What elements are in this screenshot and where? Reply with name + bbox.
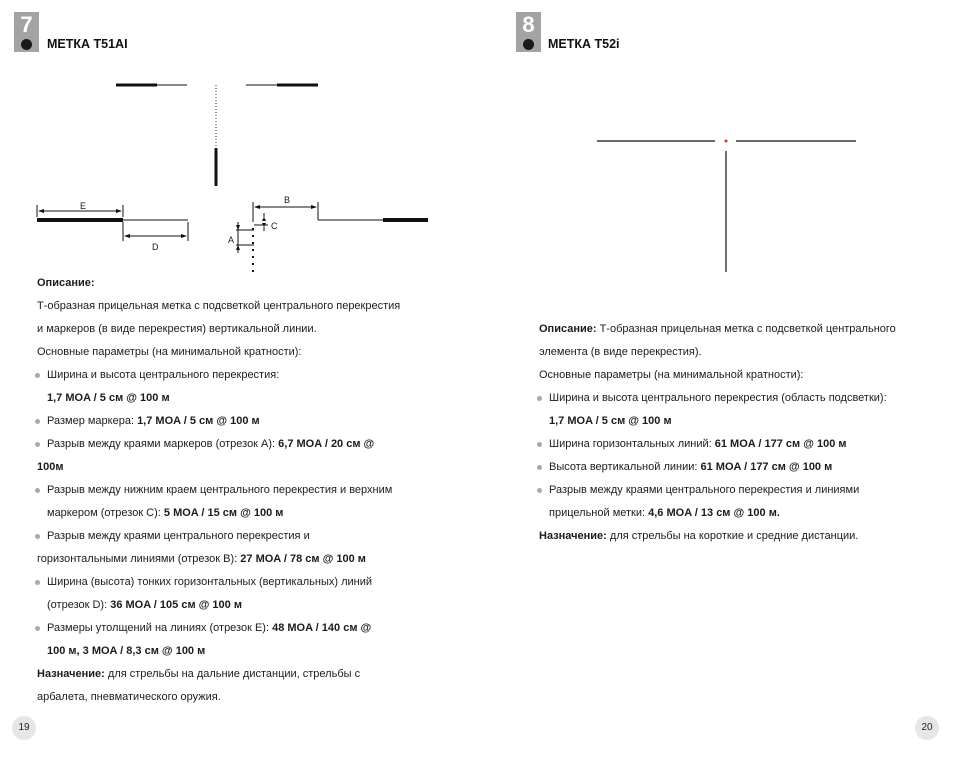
description-line: Описание: Т-образная прицельная метка с подсветкой центрального: [539, 323, 896, 335]
bullet: [537, 488, 542, 493]
param-item-continued: прицельной метки: 4,6 MOA / 13 см @ 100 м.: [549, 507, 780, 519]
param-item: Размеры утолщений на линиях (отрезок Е): 48 MOA / 140 см @: [47, 622, 372, 634]
bullet: [35, 442, 40, 447]
description-heading: Описание:: [37, 277, 95, 289]
param-value: 1,7 MOA / 5 см @ 100 м: [47, 392, 170, 404]
section-title: МЕТКА T51AI: [47, 37, 128, 51]
dim-label-c: C: [271, 221, 278, 231]
bullet: [35, 373, 40, 378]
reticle-t52i-diagram: [560, 120, 880, 290]
param-item-continued: горизонтальными линиями (отрезок В): 27 MOA / 78 см @ 100 м: [37, 553, 366, 565]
param-item: Высота вертикальной линии: 61 MOA / 177 см @ 100 м: [549, 461, 833, 473]
param-label: Ширина и высота центрального перекрестия (область подсветки):: [549, 392, 887, 404]
param-item-continued: маркером (отрезок С): 5 MOA / 15 см @ 100 м: [47, 507, 284, 519]
bullet: [35, 534, 40, 539]
bullet: [35, 488, 40, 493]
dim-label-d: D: [152, 242, 159, 252]
purpose-line-continued: арбалета, пневматического оружия.: [37, 691, 221, 703]
params-intro: Основные параметры (на минимальной кратности):: [539, 369, 804, 381]
page-number: 19: [12, 716, 36, 740]
page-number: 20: [915, 716, 939, 740]
section-number-badge: 7: [14, 12, 39, 52]
description-line-continued: элемента (в виде перекрестия).: [539, 346, 702, 358]
param-item: Разрыв между нижним краем центрального перекрестия и верхним: [47, 484, 393, 496]
dim-label-b: B: [284, 195, 291, 205]
param-label: Ширина и высота центрального перекрестия:: [47, 369, 280, 381]
description-line: и маркеров (в виде перекрестия) вертикальной линии.: [37, 323, 317, 335]
param-item: Разрыв между краями центрального перекрестия и: [47, 530, 310, 542]
dim-label-e: E: [80, 201, 87, 211]
param-value-continued: 100 м, 3 MOA / 8,3 см @ 100 м: [47, 645, 206, 657]
params-intro: Основные параметры (на минимальной кратности):: [37, 346, 302, 358]
bullet: [537, 442, 542, 447]
reticle-t51ai-diagram: [0, 0, 470, 280]
illuminated-center-dot: [725, 140, 728, 143]
param-item: Ширина (высота) тонких горизонтальных (вертикальных) линий: [47, 576, 373, 588]
purpose-line: Назначение: для стрельбы на короткие и средние дистанции.: [539, 530, 859, 542]
param-item-continued: (отрезок D): 36 MOA / 105 см @ 100 м: [47, 599, 242, 611]
param-item: Размер маркера: 1,7 MOA / 5 см @ 100 м: [47, 415, 260, 427]
bullet: [35, 419, 40, 424]
dim-label-a: A: [228, 235, 235, 245]
section-title: МЕТКА T52i: [548, 37, 620, 51]
param-item: Разрыв между краями маркеров (отрезок А): 6,7 MOA / 20 см @: [47, 438, 375, 450]
section-bullet-dot: [523, 39, 534, 50]
purpose-line: Назначение: для стрельбы на дальние дистанции, стрельбы с: [37, 668, 361, 680]
description-line: Т-образная прицельная метка с подсветкой центрального перекрестия: [37, 300, 401, 312]
param-value: 1,7 MOA / 5 см @ 100 м: [549, 415, 672, 427]
bullet: [537, 396, 542, 401]
param-item: Разрыв между краями центрального перекрестия и линиями: [549, 484, 860, 496]
bullet: [35, 580, 40, 585]
section-number-badge: 8: [516, 12, 541, 52]
param-value-continued: 100м: [37, 461, 64, 473]
bullet: [35, 626, 40, 631]
bullet: [537, 465, 542, 470]
param-item: Ширина горизонтальных линий: 61 MOA / 177 см @ 100 м: [549, 438, 847, 450]
